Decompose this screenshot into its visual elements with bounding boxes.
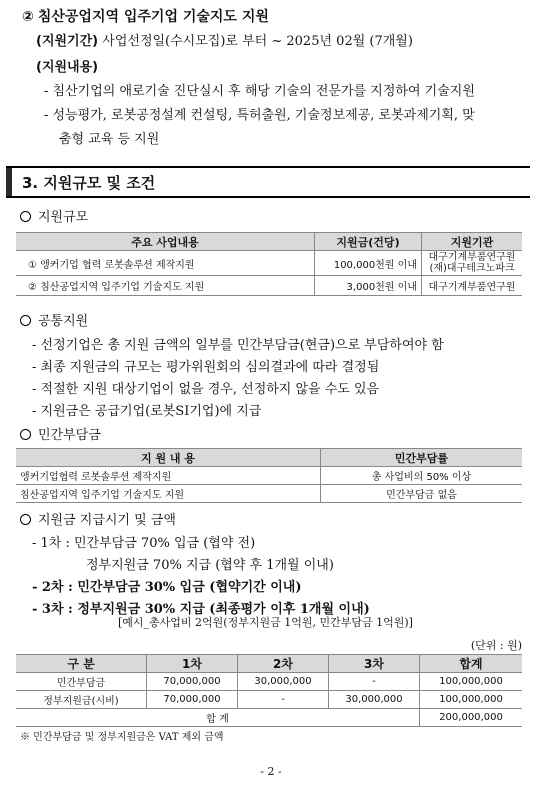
private-table bbox=[16, 448, 522, 503]
cell: 100,000,000 bbox=[420, 691, 523, 709]
row-content: 침산공업지역 입주기업 기술지도 지원 bbox=[16, 485, 321, 503]
circle-bullet-icon bbox=[20, 315, 31, 326]
common-heading bbox=[20, 310, 88, 329]
common-item-1: - 선정기업은 총 지원 금액의 일부를 민간부담금(현금)으로 부담하여야 함 bbox=[32, 338, 444, 353]
content-label: (지원내용) bbox=[36, 60, 99, 75]
content-item-1: - 침산기업의 애로기술 진단실시 후 해당 기술의 전문가를 지정하여 기술지원 bbox=[44, 84, 475, 99]
table-row bbox=[16, 276, 522, 296]
scale-table bbox=[16, 232, 522, 296]
payment-example: [예시_총사업비 2억원(정부지원금 1억원, 민간부담금 1억원)] bbox=[118, 616, 413, 629]
header-amount: 지원금(건당) bbox=[315, 233, 422, 251]
cell: 70,000,000 bbox=[147, 673, 238, 691]
common-item-2: - 최종 지원금의 규모는 평가위원회의 심의결과에 따라 결정됨 bbox=[32, 360, 380, 375]
payment-line-1b: 정부지원금 70% 지급 (협약 후 1개월 이내) bbox=[86, 558, 334, 573]
common-heading-text: 공통지원 bbox=[38, 314, 89, 329]
header-content: 지 원 내 용 bbox=[16, 449, 321, 467]
private-heading bbox=[20, 424, 101, 443]
row-content: 앵커기업협력 로봇솔루션 제작지원 bbox=[16, 467, 321, 485]
common-item-4: - 지원금은 공급기업(로봇SI기업)에 지급 bbox=[32, 404, 262, 419]
payment-heading bbox=[20, 509, 176, 528]
item-number: ② bbox=[22, 9, 34, 25]
header-second: 2차 bbox=[238, 655, 329, 673]
row-amount: 3,000천원 이내 bbox=[315, 276, 422, 296]
cell: 100,000,000 bbox=[420, 673, 523, 691]
row-amount: 100,000천원 이내 bbox=[315, 251, 422, 276]
period-label: (지원기간) bbox=[36, 34, 99, 49]
row-rate: 총 사업비의 50% 이상 bbox=[321, 467, 523, 485]
total-value: 200,000,000 bbox=[420, 709, 523, 727]
payment-line-3: - 3차 : 정부지원금 30% 지급 (최종평가 이후 1개월 이내) bbox=[32, 602, 370, 617]
section-header bbox=[6, 166, 530, 198]
item-heading bbox=[22, 6, 269, 26]
row-rate: 민간부담금 없음 bbox=[321, 485, 523, 503]
payment-line-1a: - 1차 : 민간부담금 70% 입금 (협약 전) bbox=[32, 536, 256, 551]
circle-bullet-icon bbox=[20, 429, 31, 440]
cell: - bbox=[238, 691, 329, 709]
row-content: ① 앵커기업 협력 로봇솔루션 제작지원 bbox=[16, 251, 315, 276]
cell: 30,000,000 bbox=[329, 691, 420, 709]
header-rate: 민간부담률 bbox=[321, 449, 523, 467]
content-item-3: 춤형 교육 등 지원 bbox=[59, 132, 160, 147]
cell: 30,000,000 bbox=[238, 673, 329, 691]
unit-label: (단위 : 원) bbox=[470, 639, 522, 652]
header-content: 주요 사업내용 bbox=[16, 233, 315, 251]
header-third: 3차 bbox=[329, 655, 420, 673]
circle-bullet-icon bbox=[20, 514, 31, 525]
row-org: 대구기계부품연구원 bbox=[422, 276, 523, 296]
period-text: 사업선정일(수시모집)로 부터 ~ 2025년 02월 (7개월) bbox=[102, 34, 413, 49]
payment-heading-text: 지원금 지급시기 및 금액 bbox=[38, 513, 176, 528]
circle-bullet-icon bbox=[20, 211, 31, 222]
private-heading-text: 민간부담금 bbox=[38, 428, 101, 443]
row-content: ② 침산공업지역 입주기업 기술지도 지원 bbox=[16, 276, 315, 296]
total-label: 합 계 bbox=[16, 709, 420, 727]
table-row bbox=[16, 467, 522, 485]
content-item-2: - 성능평가, 로봇공정설계 컨설팅, 특허출원, 기술정보제공, 로봇과제기획, 맞 bbox=[44, 108, 475, 123]
header-category: 구 분 bbox=[16, 655, 147, 673]
table-row bbox=[16, 251, 522, 276]
payment-line-2: - 2차 : 민간부담금 30% 입금 (협약기간 이내) bbox=[32, 580, 302, 595]
amount-table bbox=[16, 654, 522, 727]
row-org-2: (재)대구테크노파크 bbox=[429, 263, 515, 274]
table-row bbox=[16, 691, 522, 709]
section-title: 3. 지원규모 및 조건 bbox=[22, 174, 156, 192]
row-org-1: 대구기계부품연구원 bbox=[428, 252, 516, 263]
scale-heading bbox=[20, 206, 88, 225]
table-header-row bbox=[16, 655, 522, 673]
cell: 민간부담금 bbox=[16, 673, 147, 691]
table-header-row bbox=[16, 233, 522, 251]
row-org bbox=[422, 251, 523, 276]
header-first: 1차 bbox=[147, 655, 238, 673]
section-header-bar bbox=[6, 168, 12, 196]
table-header-row bbox=[16, 449, 522, 467]
header-total: 합계 bbox=[420, 655, 523, 673]
page-number: - 2 - bbox=[260, 765, 282, 778]
scale-heading-text: 지원규모 bbox=[38, 210, 89, 225]
item-title: 침산공업지역 입주기업 기술지도 지원 bbox=[37, 9, 269, 25]
table-row bbox=[16, 673, 522, 691]
support-period bbox=[36, 30, 413, 49]
cell: 정부지원금(시비) bbox=[16, 691, 147, 709]
cell: 70,000,000 bbox=[147, 691, 238, 709]
table-row bbox=[16, 485, 522, 503]
common-item-3: - 적절한 지원 대상기업이 없을 경우, 선정하지 않을 수도 있음 bbox=[32, 382, 380, 397]
cell: - bbox=[329, 673, 420, 691]
footnote: ※ 민간부담금 및 정부지원금은 VAT 제외 금액 bbox=[20, 732, 224, 743]
table-total-row bbox=[16, 709, 522, 727]
header-org: 지원기관 bbox=[422, 233, 523, 251]
